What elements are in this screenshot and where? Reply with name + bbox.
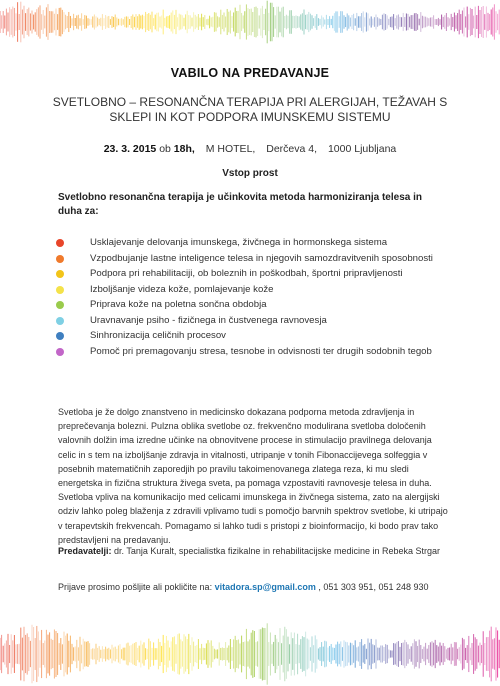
rainbow-sound-wave-bottom [0,606,500,686]
description-paragraph: Svetloba je že dolgo znanstveno in medicinsko dokazana podporna metoda zdravljenja in preprečevanja bolezni. Pulzna oblika svetlobe oz. frekvenčno modulirana svetloba določenih valovnih dolžin ima izredne učinke na obnovitvene procese in stimulacijo pravilnega delovanja celic in s tem na izboljšanje zdravja in vitalnosti, utripanje v tonih Fibonaccijevega solfeggia v posebnih matematičnih zaporedjih po pravilu takoimenovanega zlatega reza, ki mu sledi energetska in fizična struktura živega sveta, pa pomaga vzpostaviti ravnovesje telesa in duha. Svetloba vpliva na komunikacijo med celicami imunskega in živčnega sistema, zato na alergijski odziv lahko poleg blaženja z zdravili vplivamo tudi s pomočjo barvnih spektrov svetlobe, ki utripajo v terapevtskih frekvencah. Pomagamo si lahko tudi s pristopi z bioinformacijo, ki bodo prav tako predstavljeni na predavanju. [58,407,448,545]
intro-text: Svetlobno resonančna terapija je učinkovita metoda harmoniziranja telesa in duha za: [58,192,422,217]
list-item: Vzpodbujanje lastne inteligence telesa in njegovih samozdravitvenih sposobnosti [56,252,456,266]
list-item: Izboljšanje videza kože, pomlajevanje kože [56,283,456,297]
lecturers-label: Predavatelji: [58,546,112,556]
bullet-dot-icon [56,255,64,263]
event-time: 18h, [173,143,195,155]
list-item: Pomoč pri premagovanju stresa, tesnobe in odvisnosti ter drugih sodobnih tegob [56,345,456,359]
contact-phones: , 051 303 951, 051 248 930 [315,582,429,592]
bullet-dot-icon [56,270,64,278]
list-item: Priprava kože na poletna sončna obdobja [56,298,456,312]
free-entry: Vstop prost [222,168,278,179]
contact-email-link[interactable]: vitadora.sp@gmail.com [214,582,316,592]
bullet-dot-icon [56,239,64,247]
contact-prefix: Prijave prosimo pošljite ali pokličite na: [58,582,215,592]
list-item: Podpora pri rehabilitaciji, ob boleznih in poškodbah, športni pripravljenosti [56,267,456,281]
benefits-list [56,236,456,360]
event-details [0,143,500,155]
lecturers-names: dr. Tanja Kuralt, specialistka fizikalne in rehabilitacijske medicine in Rebeka Strgar [111,546,441,556]
rainbow-sound-wave-top [0,0,500,60]
invitation-title: VABILO NA PREDAVANJE [170,66,330,80]
bullet-dot-icon [56,332,64,340]
event-street: Derčeva 4, [266,143,318,155]
registration-contact [58,582,458,592]
bullet-dot-icon [56,317,64,325]
event-ob: ob [159,143,171,155]
event-city: 1000 Ljubljana [327,143,397,155]
event-date: 23. 3. 2015 [103,143,157,155]
bullet-dot-icon [56,348,64,356]
lecturers [58,543,448,559]
list-item: Sinhronizacija celičnih procesov [56,329,456,343]
bullet-dot-icon [56,286,64,294]
list-item: Usklajevanje delovanja imunskega, živčnega in hormonskega sistema [56,236,456,250]
lecture-subtitle: SVETLOBNO – RESONANČNA TERAPIJA PRI ALERGIJAH, TEŽAVAH S SKLEPI IN KOT PODPORA IMUNSKEMU SISTEMU [52,95,448,124]
event-venue: M HOTEL, [205,143,256,155]
bullet-dot-icon [56,301,64,309]
list-item: Uravnavanje psiho - fizičnega in čustvenega ravnovesja [56,314,456,328]
